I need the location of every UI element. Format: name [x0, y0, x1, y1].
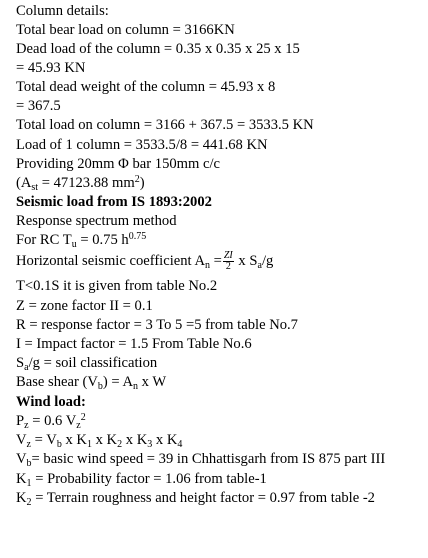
- subscript: 4: [177, 439, 183, 450]
- text-line: Total dead weight of the column = 45.93 x 8: [16, 79, 276, 95]
- text-line: Total bear load on column = 3166KN: [16, 22, 235, 38]
- wind-load-heading: Wind load:: [16, 394, 86, 410]
- text-run: K: [16, 490, 27, 506]
- text-run: x K: [61, 432, 87, 448]
- text-line: [16, 354, 157, 372]
- text-run: Providing 20mm: [16, 156, 119, 172]
- superscript: 2: [134, 174, 140, 185]
- subscript: a: [257, 259, 262, 271]
- subscript: 1: [86, 439, 92, 450]
- column-details-heading: Column details:: [16, 3, 109, 19]
- subscript: 3: [147, 439, 153, 450]
- text-run: ): [139, 175, 145, 191]
- text-run: = 47123.88 mm: [38, 175, 135, 191]
- text-line: Dead load of the column = 0.35 x 0.35 x 25 x 15: [16, 41, 300, 57]
- subscript: z: [26, 439, 31, 450]
- text-run: = Probability factor = 1.06 from table-1: [31, 471, 267, 487]
- text-run: S: [16, 355, 25, 371]
- subscript: b: [97, 381, 103, 392]
- subscript: b: [26, 458, 32, 469]
- text-run: x S: [234, 252, 258, 269]
- text-run: x K: [122, 432, 148, 448]
- text-run: = V: [31, 432, 57, 448]
- text-run: x K: [91, 432, 118, 448]
- text-run: V: [16, 451, 27, 467]
- text-line: Load of 1 column = 3533.5/8 = 441.68 KN: [16, 137, 268, 153]
- text-run: =: [209, 252, 222, 269]
- subscript: z: [76, 420, 81, 431]
- text-run: Base shear (V: [16, 374, 98, 390]
- fraction-numerator: ZI: [223, 250, 233, 261]
- superscript: 2: [80, 412, 86, 423]
- text-run: = 0.6 V: [28, 413, 77, 429]
- text-line: [16, 470, 267, 488]
- text-line: Total load on column = 3166 + 367.5 = 3533.5 KN: [16, 117, 314, 133]
- text-line: [16, 174, 145, 192]
- subscript: st: [31, 182, 39, 193]
- text-line: = 367.5: [16, 98, 61, 114]
- phi-symbol: Φ: [118, 156, 129, 172]
- text-run: For RC T: [16, 232, 72, 248]
- text-line: I = Impact factor = 1.5 From Table No.6: [16, 336, 252, 352]
- text-line: [16, 231, 146, 249]
- subscript: 2: [26, 497, 32, 508]
- text-line: [16, 412, 86, 430]
- text-line: T<0.1S it is given from table No.2: [16, 278, 218, 294]
- text-run: = 0.75 h: [76, 232, 129, 248]
- text-line: [16, 489, 375, 507]
- text-line: [16, 373, 166, 391]
- text-run: V: [16, 432, 27, 448]
- seismic-load-heading: Seismic load from IS 1893:2002: [16, 194, 212, 210]
- superscript: 0.75: [128, 231, 147, 242]
- subscript: a: [24, 362, 29, 373]
- subscript: u: [71, 239, 77, 250]
- text-run: = Terrain roughness and height factor = 0.97 from table -2: [31, 490, 375, 506]
- text-line: R = response factor = 3 To 5 =5 from table No.7: [16, 317, 298, 333]
- text-line: [16, 251, 273, 272]
- text-run: ) = A: [102, 374, 133, 390]
- text-line: [16, 431, 182, 449]
- text-run: = basic wind speed = 39 in Chhattisgarh from IS 875 part III: [31, 451, 386, 467]
- subscript: b: [56, 439, 62, 450]
- text-line: Z = zone factor II = 0.1: [16, 298, 153, 314]
- subscript: 2: [117, 439, 123, 450]
- text-line: [16, 450, 385, 468]
- text-run: /g = soil classification: [28, 355, 158, 371]
- text-run: bar 150mm c/c: [128, 156, 221, 172]
- text-line: [16, 155, 220, 173]
- subscript: n: [132, 381, 138, 392]
- subscript: z: [24, 420, 29, 431]
- text-run: /g: [261, 252, 274, 269]
- fraction: [223, 251, 234, 272]
- text-run: K: [16, 471, 27, 487]
- text-run: P: [16, 413, 25, 429]
- text-line: Response spectrum method: [16, 213, 177, 229]
- text-line: = 45.93 KN: [16, 60, 86, 76]
- fraction-denominator: 2: [225, 261, 231, 272]
- text-run: (A: [16, 175, 32, 191]
- subscript: n: [204, 259, 210, 271]
- text-run: x K: [152, 432, 178, 448]
- subscript: 1: [26, 478, 32, 489]
- text-run: Horizontal seismic coefficient A: [16, 252, 205, 269]
- text-run: x W: [137, 374, 167, 390]
